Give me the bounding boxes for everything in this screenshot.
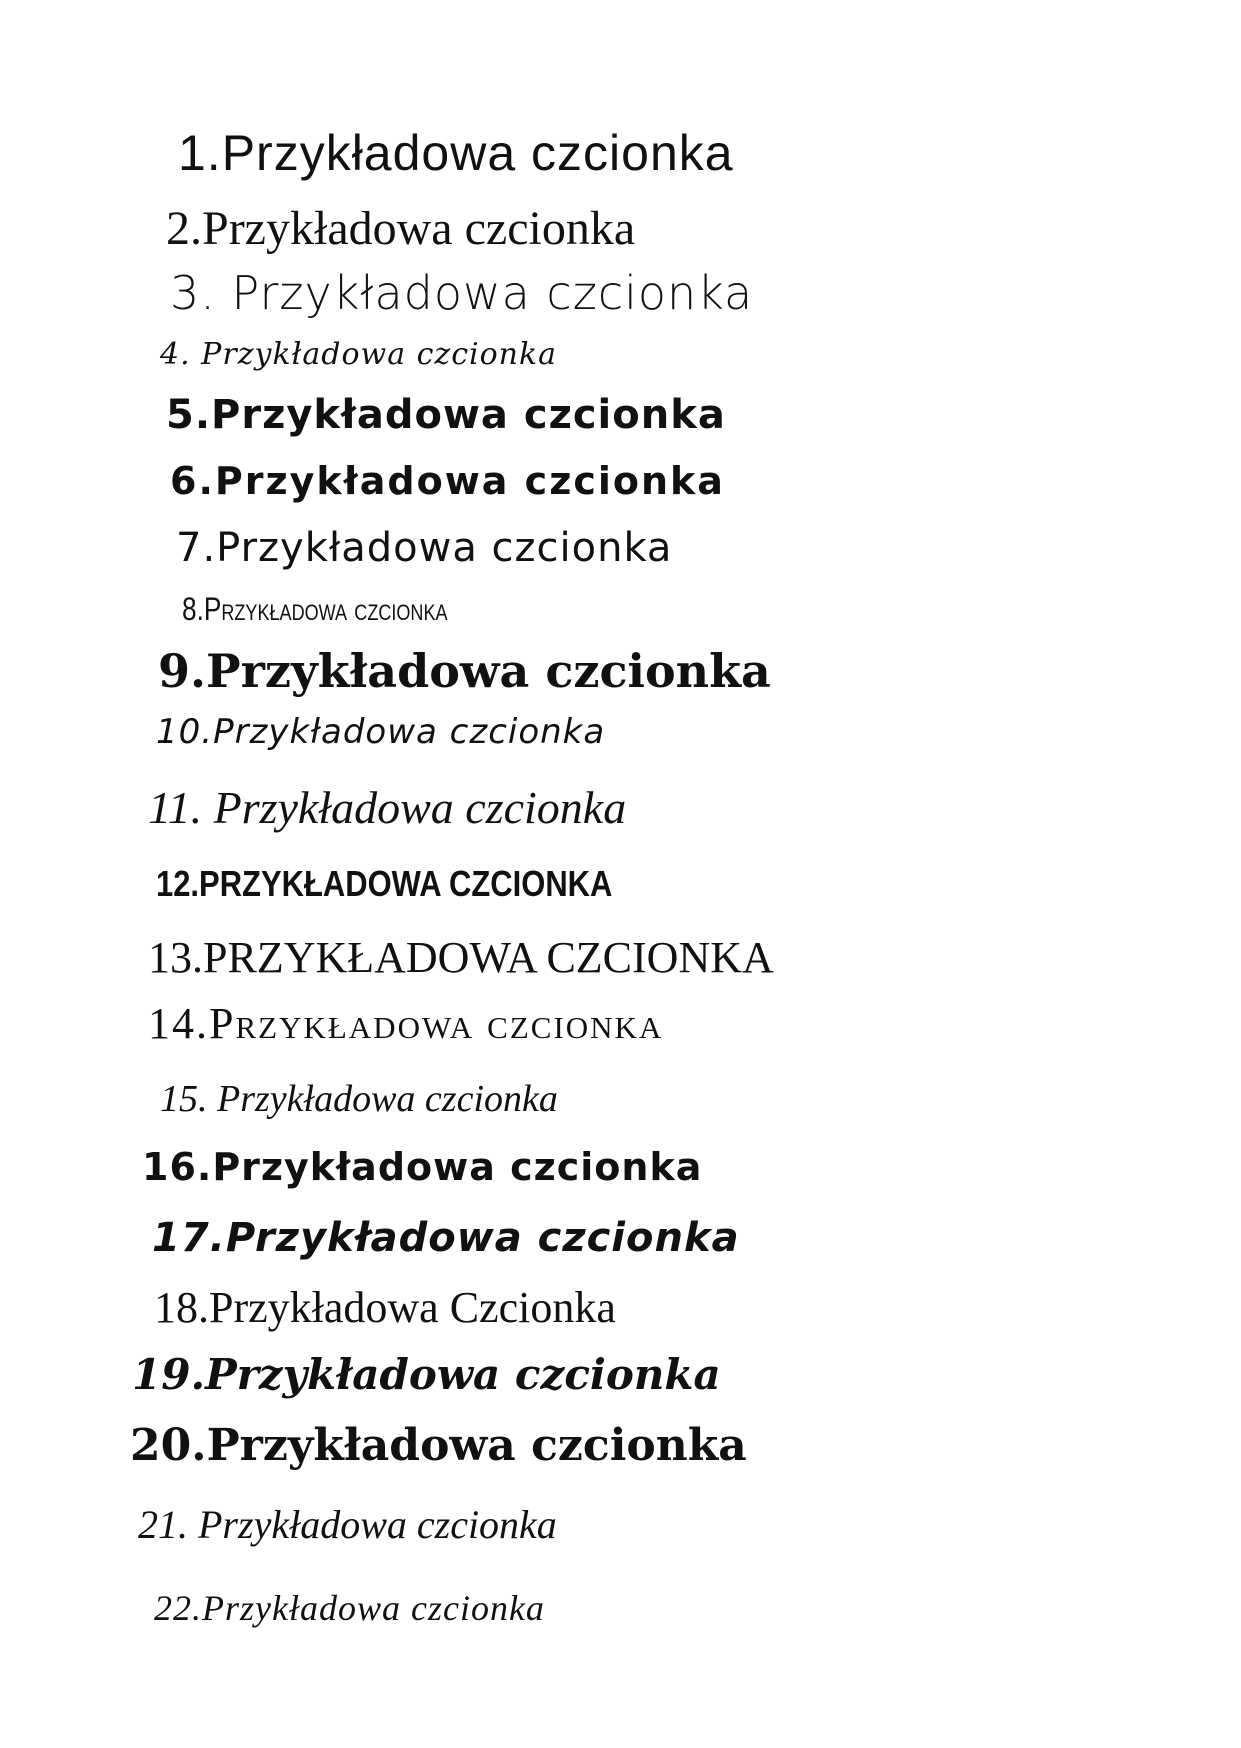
sample-text: Przykładowa czcionka (217, 1078, 558, 1120)
font-sample-22 (154, 1590, 545, 1626)
sample-number: 1. (178, 125, 222, 181)
font-sample-2 (166, 202, 636, 255)
sample-text: Przykładowa czcionka (231, 266, 754, 320)
font-sample-6 (170, 459, 725, 503)
sample-number: 12. (156, 863, 200, 904)
sample-text: Przykładowa czcionka (205, 1350, 721, 1399)
sample-number: 19. (132, 1350, 206, 1399)
font-sample-15 (160, 1080, 558, 1118)
sample-number: 8. (182, 591, 204, 627)
font-sample-16 (142, 1145, 703, 1189)
font-sample-7 (176, 525, 673, 571)
sample-text: Przykładowa Czcionka (209, 1283, 616, 1332)
font-sample-18 (154, 1283, 616, 1332)
sample-number: 3. (170, 266, 216, 320)
sample-number: 9. (158, 644, 207, 698)
font-sample-3 (170, 266, 754, 320)
sample-text: Przykładowa czcionka (214, 459, 725, 503)
sample-text: Przykładowa czcionka (209, 999, 664, 1048)
sample-text: Przykładowa czcionka (211, 392, 726, 438)
font-sample-4 (160, 337, 558, 372)
sample-text: Przykładowa czcionka (202, 1588, 545, 1628)
sample-text: Przykładowa czcionka (206, 644, 771, 698)
sample-text: Przykładowa czcionka (198, 1502, 557, 1547)
sample-number: 14. (148, 999, 209, 1048)
sample-number: 11. (148, 782, 203, 833)
sample-text: Przykładowa czcionka (213, 782, 627, 833)
font-sample-14 (148, 999, 664, 1048)
font-sample-11 (148, 782, 627, 833)
sample-text: Przykładowa czcionka (225, 1215, 740, 1261)
font-sample-10 (156, 712, 606, 752)
font-sample-12 (156, 863, 613, 904)
sample-number: 18. (154, 1283, 209, 1332)
sample-text: Przykładowa czcionka (206, 1420, 747, 1471)
sample-number: 2. (166, 202, 202, 255)
sample-number: 22. (154, 1588, 202, 1628)
sample-text: PRZYKŁADOWA CZCIONKA (203, 933, 774, 982)
sample-number: 17. (152, 1215, 226, 1261)
font-sample-21 (138, 1502, 557, 1547)
sample-text: Przykładowa czcionka (213, 712, 606, 752)
sample-text: Przykładowa czcionka (202, 202, 636, 255)
sample-number: 5. (166, 392, 212, 438)
sample-number: 4. (160, 337, 191, 372)
sample-text: Przykładowa czcionka (203, 591, 448, 627)
sample-number: 13. (148, 933, 203, 982)
sample-text: Przykładowa czcionka (216, 525, 673, 571)
sample-number: 21. (138, 1502, 188, 1547)
font-sample-1 (178, 125, 734, 181)
sample-text: PRZYKŁADOWA CZCIONKA (199, 863, 613, 904)
sample-text: Przykładowa czcionka (221, 125, 734, 181)
sample-number: 16. (142, 1145, 213, 1189)
font-sample-17 (152, 1215, 740, 1261)
sample-number: 15. (160, 1078, 208, 1120)
sample-number: 20. (130, 1420, 207, 1471)
font-sample-13 (148, 933, 774, 982)
sample-number: 7. (176, 525, 217, 571)
sample-text: Przykładowa czcionka (212, 1145, 703, 1189)
sample-number: 10. (156, 712, 214, 752)
font-sample-8 (182, 593, 448, 625)
font-sample-19 (132, 1350, 721, 1399)
sample-number: 6. (170, 459, 215, 503)
font-sample-9 (158, 644, 771, 698)
font-sample-20 (130, 1420, 747, 1471)
sample-text: Przykładowa czcionka (201, 337, 558, 372)
font-sample-5 (166, 392, 726, 438)
